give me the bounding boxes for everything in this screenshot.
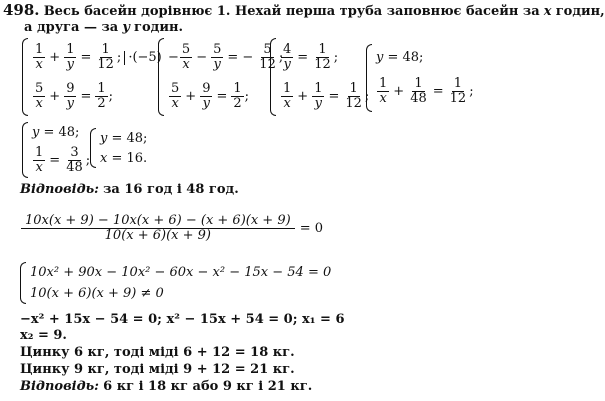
equation: $\frac{5}{x}$ + $\frac{9}{y}$ = $\frac{1}{2}$ ; bbox=[35, 81, 114, 111]
system-5 bbox=[22, 122, 90, 178]
answer-text: за 16 год і 48 год. bbox=[103, 182, 239, 197]
answer-line-1 bbox=[20, 182, 239, 198]
brace bbox=[22, 38, 28, 116]
equation: $\frac{5}{x}$ + $\frac{9}{y}$ = $\frac{1}{2}$ ; bbox=[171, 81, 250, 111]
problem-text-1: Весь басейн дорівнює 1. Нехай перша труба заповнює басейн за bbox=[43, 4, 540, 19]
big-fraction-numerator: 10x(x + 9) − 10x(x + 6) − (x + 6)(x + 9) bbox=[21, 214, 295, 229]
brace bbox=[20, 262, 26, 304]
big-fraction-equation bbox=[20, 214, 323, 243]
system-6 bbox=[90, 128, 147, 168]
equation: $\frac{4}{y}$ = $\frac{1}{12}$ ; bbox=[283, 42, 339, 72]
answer-label: Відповідь: bbox=[20, 182, 99, 197]
problem-header bbox=[3, 2, 605, 20]
problem-text-3: а друга — за bbox=[24, 20, 119, 35]
system-expanded bbox=[20, 262, 331, 304]
big-fraction-denominator: 10(x + 6)(x + 9) bbox=[104, 228, 212, 243]
answer-label: Відповідь: bbox=[20, 379, 99, 394]
brace bbox=[366, 44, 372, 112]
brace bbox=[158, 38, 164, 116]
brace bbox=[90, 128, 96, 168]
equation: $\frac{1}{x}$ + $\frac{1}{48}$ = $\frac{1}{12}$ ; bbox=[379, 76, 474, 106]
system-line-2: 10(x + 6)(x + 9) ≠ 0 bbox=[30, 286, 164, 301]
equation: $\frac{1}{x}$ + $\frac{1}{y}$ = $\frac{1}{12}$ ; bbox=[283, 81, 370, 111]
equation: y = 48; bbox=[376, 50, 424, 65]
zinc-line-1: Цинку 6 кг, тоді міді 6 + 12 = 18 кг. bbox=[20, 345, 295, 360]
problem-subheader bbox=[24, 20, 183, 36]
zinc-line-2: Цинку 9 кг, тоді міді 9 + 12 = 21 кг. bbox=[20, 362, 295, 377]
equation: x = 16. bbox=[100, 150, 148, 166]
system-3 bbox=[270, 38, 369, 116]
answer-line-2 bbox=[20, 379, 312, 395]
problem-number: 498. bbox=[3, 1, 40, 19]
equation: $\frac{1}{x}$ + $\frac{1}{y}$ = $\frac{1}{12}$ ; ·(−5) bbox=[35, 42, 162, 72]
equation: − $\frac{5}{x}$ − $\frac{5}{y}$ = − $\frac{5}{12}$ ; bbox=[168, 42, 284, 72]
x2-line: x₂ = 9. bbox=[20, 328, 67, 343]
system-2 bbox=[158, 38, 283, 116]
problem-text-4: годин. bbox=[134, 20, 184, 35]
system-4 bbox=[366, 44, 474, 112]
equation: $\frac{1}{x}$ = $\frac{3}{48}$ ; bbox=[35, 145, 91, 175]
quadratic-line: −x² + 15x − 54 = 0; x² − 15x + 54 = 0; x₁ = 6 bbox=[20, 312, 345, 327]
problem-text-2: годин, bbox=[555, 4, 605, 19]
brace bbox=[270, 38, 276, 116]
system-line-1: 10x² + 90x − 10x² − 60x − x² − 15x − 54 = 0 bbox=[30, 265, 332, 280]
var-x: x bbox=[543, 4, 552, 19]
equation: y = 48; bbox=[32, 125, 80, 140]
big-fraction-rhs: = 0 bbox=[299, 220, 323, 236]
var-y: y bbox=[122, 20, 130, 35]
equation: y = 48; bbox=[100, 130, 148, 146]
brace bbox=[22, 122, 28, 178]
answer-text: 6 кг і 18 кг або 9 кг і 21 кг. bbox=[103, 379, 313, 394]
system-1 bbox=[22, 38, 162, 116]
